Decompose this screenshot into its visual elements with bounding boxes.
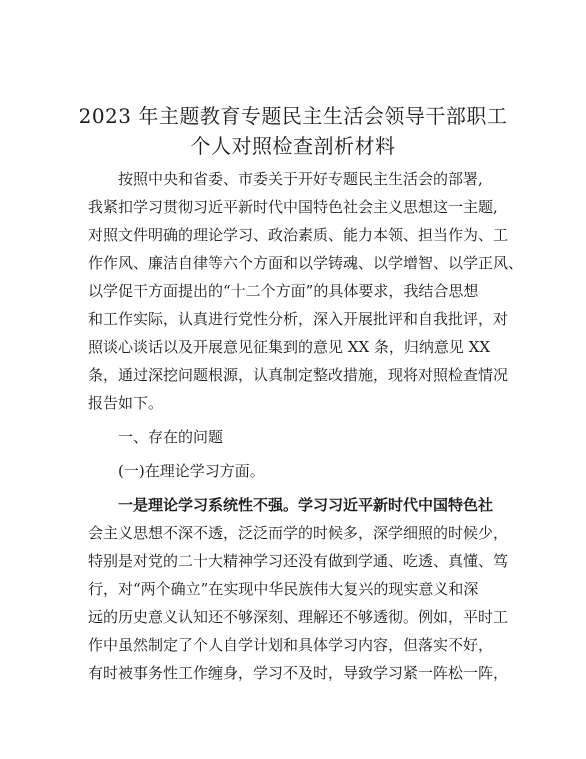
body-line: 按照中央和省委、市委关于开好专题民主生活会的部署, (88, 170, 483, 188)
body-line: 对照文件明确的理论学习、政治素质、能力本领、担当作为、工 (88, 226, 509, 244)
body-line: 以学促干方面提出的“十二个方面”的具体要求，我结合思想 (88, 282, 479, 300)
body-line: 会主义思想不深不透，泛泛而学的时候多，深学细照的时候少， (88, 524, 509, 542)
body-line: 作中虽然制定了个人自学计划和具体学习内容，但落实不好， (88, 636, 494, 654)
document-title-line-2: 个人对照检查剖析材料 (190, 134, 396, 158)
body-line: 照谈心谈话以及开展意见征集到的意见 XX 条，归纳意见 XX (88, 338, 491, 356)
body-line: 特别是对党的二十大精神学习还没有做到学通、吃透、真懂、笃 (88, 552, 509, 570)
body-line: 有时被事务性工作缠身，学习不及时，导致学习紧一阵松一阵， (88, 664, 509, 682)
body-line: 和工作实际，认真进行党性分析，深入开展批评和自我批评，对 (88, 310, 509, 328)
document-title-line-1: 2023 年主题教育专题民主生活会领导干部职工 (78, 104, 508, 128)
body-line: 条，通过深挖问题根源，认真制定整改措施，现将对照检查情况 (88, 366, 509, 384)
section-heading: 一、存在的问题 (88, 428, 224, 446)
subsection-heading: (一)在理论学习方面。 (88, 462, 265, 480)
body-line: 作作风、廉洁自律等六个方面和以学铸魂、以学增智、以学正风、 (88, 254, 524, 272)
body-line: 我紧扣学习贯彻习近平新时代中国特色社会主义思想这一主题, (88, 198, 498, 216)
body-line: 行，对“两个确立”在实现中华民族伟大复兴的现实意义和深 (88, 580, 479, 598)
body-line: 报告如下。 (88, 394, 164, 412)
body-line: 一是理论学习系统性不强。学习习近平新时代中国特色社 (88, 496, 494, 514)
body-line: 远的历史意义认知还不够深刻、理解还不够透彻。例如，平时工 (88, 608, 509, 626)
